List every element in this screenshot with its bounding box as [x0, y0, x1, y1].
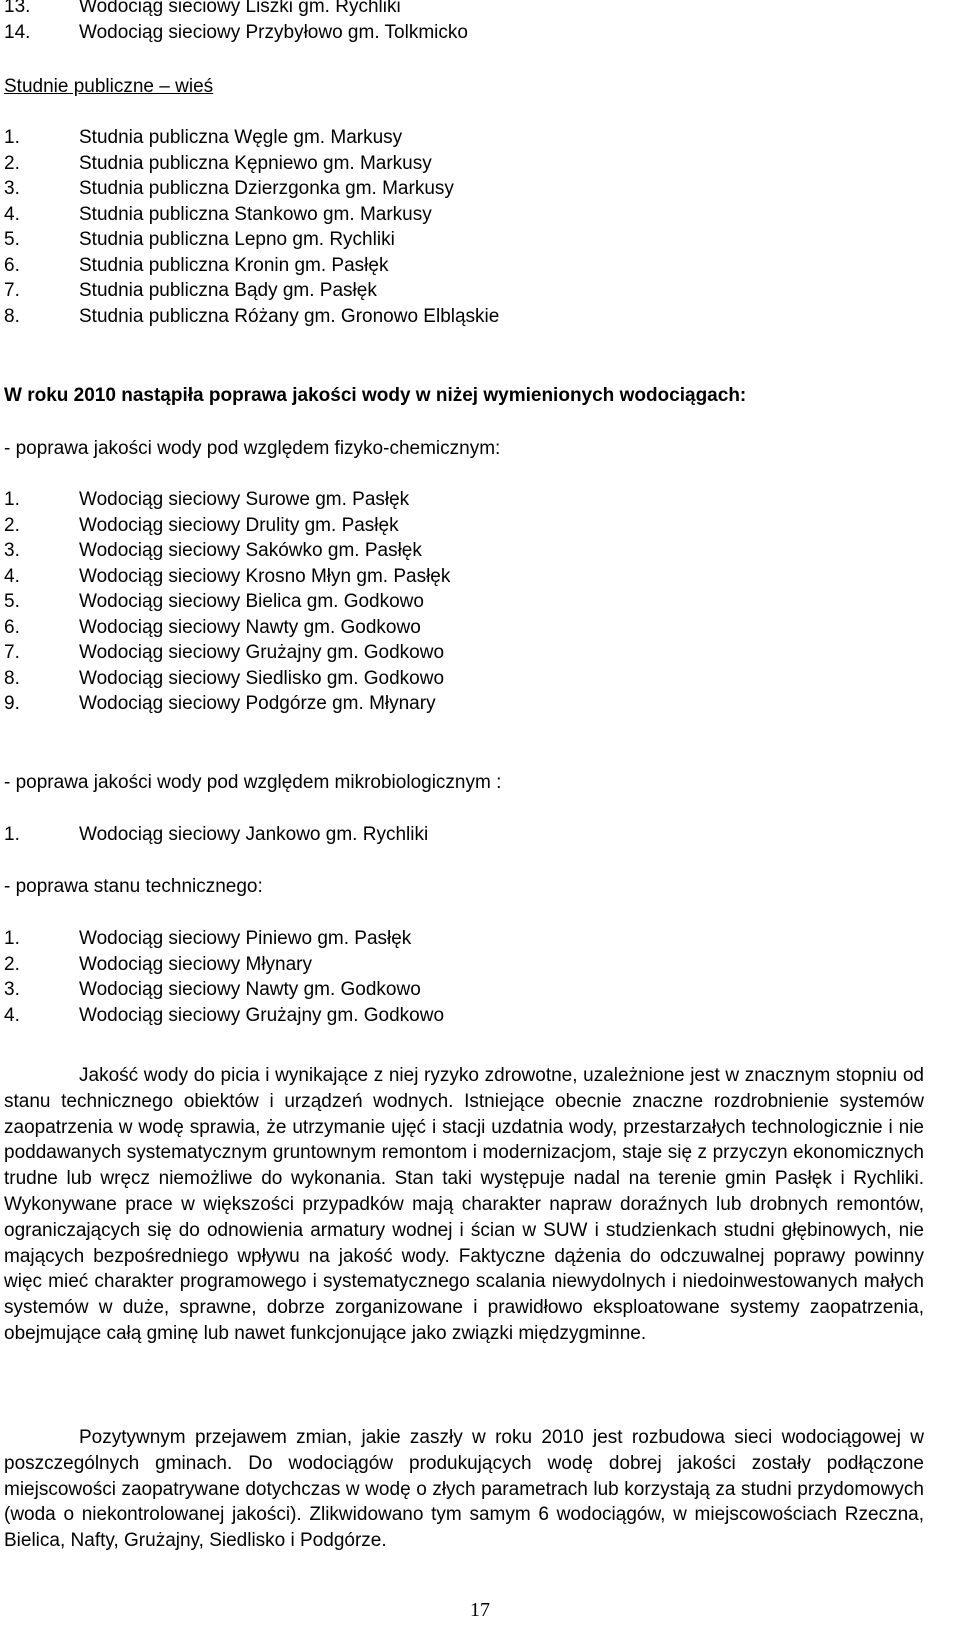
- item-text: Studnia publiczna Stankowo gm. Markusy: [79, 203, 432, 225]
- list-item: [4, 253, 924, 279]
- wells-list: [4, 125, 924, 329]
- item-number: 14.: [4, 21, 31, 43]
- item-text: Wodociąg sieciowy Krosno Młyn gm. Pasłęk: [79, 565, 451, 587]
- item-text: Studnia publiczna Bądy gm. Pasłęk: [79, 280, 377, 301]
- item-number: 9.: [4, 693, 20, 714]
- list-item: [4, 513, 924, 539]
- list-item: [4, 691, 924, 717]
- item-text: Studnia publiczna Różany gm. Gronowo Elbląskie: [79, 305, 500, 327]
- list-item: [4, 640, 924, 666]
- item-number: 5.: [4, 229, 20, 250]
- item-number: 1.: [4, 928, 20, 949]
- list-item: [4, 538, 924, 564]
- item-number: 4.: [4, 203, 20, 225]
- list-item: [4, 926, 924, 952]
- item-number: 1.: [4, 824, 20, 845]
- wells-heading: Studnie publiczne – wieś: [4, 76, 214, 97]
- item-number: 3.: [4, 979, 20, 1000]
- list-item: [4, 589, 924, 615]
- item-text: Studnia publiczna Kępniewo gm. Markusy: [79, 152, 432, 174]
- list-item: [4, 0, 924, 20]
- list-item: [4, 666, 924, 692]
- list-item: [4, 125, 924, 151]
- item-number: 8.: [4, 305, 20, 327]
- item-text: Wodociąg sieciowy Surowe gm. Pasłęk: [79, 489, 410, 510]
- item-number: 2.: [4, 953, 20, 975]
- item-text: Wodociąg sieciowy Podgórze gm. Młynary: [79, 693, 436, 714]
- list-item: [4, 227, 924, 253]
- item-text: Wodociąg sieciowy Siedlisko gm. Godkowo: [79, 667, 445, 689]
- item-text: Studnia publiczna Kronin gm. Pasłęk: [79, 254, 389, 276]
- item-number: 3.: [4, 178, 20, 199]
- item-number: 6.: [4, 616, 20, 638]
- item-text: Studnia publiczna Dzierzgonka gm. Markusy: [79, 178, 454, 199]
- item-number: 1.: [4, 127, 20, 148]
- item-number: 13.: [4, 0, 31, 17]
- item-number: 7.: [4, 280, 20, 301]
- item-number: 7.: [4, 642, 20, 663]
- list-item: [4, 176, 924, 202]
- physchem-list: [4, 487, 924, 717]
- item-number: 3.: [4, 540, 20, 561]
- item-number: 2.: [4, 514, 20, 536]
- item-text: Wodociąg sieciowy Jankowo gm. Rychliki: [79, 824, 429, 845]
- item-number: 1.: [4, 489, 20, 510]
- item-text: Wodociąg sieciowy Przybyłowo gm. Tolkmicko: [79, 21, 468, 43]
- list-item: [4, 977, 924, 1003]
- item-number: 4.: [4, 565, 20, 587]
- list-item: [4, 487, 924, 513]
- item-text: Wodociąg sieciowy Sakówko gm. Pasłęk: [79, 540, 422, 561]
- list-item: [4, 822, 924, 848]
- list-item: [4, 952, 924, 978]
- item-text: Studnia publiczna Lepno gm. Rychliki: [79, 229, 395, 250]
- item-text: Wodociąg sieciowy Piniewo gm. Pasłęk: [79, 928, 412, 949]
- item-number: 8.: [4, 667, 20, 689]
- paragraph-network-expansion: Pozytywnym przejawem zmian, jakie zaszły w roku 2010 jest rozbudowa sieci wodociągowej w poszczególnych gminach. Do wodociągów produkujących wodę dobrej jakości zostały podłączone miejscowości zaopatrywane dotychczas w wodę o złych parametrach lub korzystają za studni przydomowych (woda o niekontrolowanej jakości). Zlikwidowano tym samym 6 wodociągów, w miejscowościach Rzeczna, Bielica, Nafty, Grużajny, Siedlisko i Podgórze.: [4, 1427, 924, 1552]
- item-text: Wodociąg sieciowy Grużajny gm. Godkowo: [79, 642, 445, 663]
- microbio-label: - poprawa jakości wody pod względem mikrobiologicznym :: [4, 772, 502, 793]
- list-item: [4, 278, 924, 304]
- item-text: Studnia publiczna Węgle gm. Markusy: [79, 127, 403, 148]
- item-text: Wodociąg sieciowy Grużajny gm. Godkowo: [79, 1004, 445, 1026]
- technical-label: - poprawa stanu technicznego:: [4, 876, 263, 897]
- improvement-heading: W roku 2010 nastąpiła poprawa jakości wody w niżej wymienionych wodociągach:: [4, 385, 747, 406]
- list-item: [4, 151, 924, 177]
- item-number: 4.: [4, 1004, 20, 1026]
- list-item: [4, 564, 924, 590]
- item-text: Wodociąg sieciowy Młynary: [79, 953, 313, 975]
- page-number: 17: [470, 1599, 490, 1621]
- list-item: [4, 202, 924, 228]
- item-text: Wodociąg sieciowy Liszki gm. Rychliki: [79, 0, 401, 17]
- item-number: 6.: [4, 254, 20, 276]
- item-number: 5.: [4, 591, 20, 612]
- list-item: [4, 1003, 924, 1029]
- physchem-label: - poprawa jakości wody pod względem fizyko-chemicznym:: [4, 438, 501, 459]
- list-top: [4, 0, 924, 45]
- item-text: Wodociąg sieciowy Drulity gm. Pasłęk: [79, 514, 399, 536]
- technical-list: [4, 926, 924, 1028]
- list-item: [4, 304, 924, 330]
- item-text: Wodociąg sieciowy Nawty gm. Godkowo: [79, 616, 421, 638]
- list-item: [4, 615, 924, 641]
- item-number: 2.: [4, 152, 20, 174]
- microbio-list: [4, 822, 924, 848]
- item-text: Wodociąg sieciowy Nawty gm. Godkowo: [79, 979, 421, 1000]
- paragraph-water-quality: Jakość wody do picia i wynikające z niej ryzyko zdrowotne, uzależnione jest w znacznym stopniu od stanu technicznego obiektów i urządzeń wodnych. Istniejące obecnie znaczne rozdrobnienie systemów zaopatrzenia w wodę sprawia, że utrzymanie ujęć i stacji uzdatnia wody, przestarzałych technologicznie i nie poddawanych systematycznym gruntownym remontom i modernizacjom, staje się z przyczyn ekonomicznych trudne lub wręcz niemożliwe do wykonania. Stan taki występuje nadal na terenie gmin Pasłęk i Rychliki. Wykonywane prace w większości przypadków mają charakter napraw doraźnych lub drobnych remontów, ograniczających się do odnowienia armatury wodnej i ścian w SUW i studzienkach studni głębinowych, nie mających bezpośredniego wpływu na jakość wody. Faktyczne dążenia do odczuwalnej poprawy powinny więc mieć charakter programowego i systematycznego scalania niewydolnych i niedoinwestowanych małych systemów w duże, sprawne, dobrze zorganizowane i prawidłowo eksploatowane systemy zaopatrzenia, obejmujące całą gminę lub nawet funkcjonujące jako związki międzygminne.: [4, 1065, 924, 1344]
- list-item: [4, 20, 924, 46]
- item-text: Wodociąg sieciowy Bielica gm. Godkowo: [79, 591, 424, 612]
